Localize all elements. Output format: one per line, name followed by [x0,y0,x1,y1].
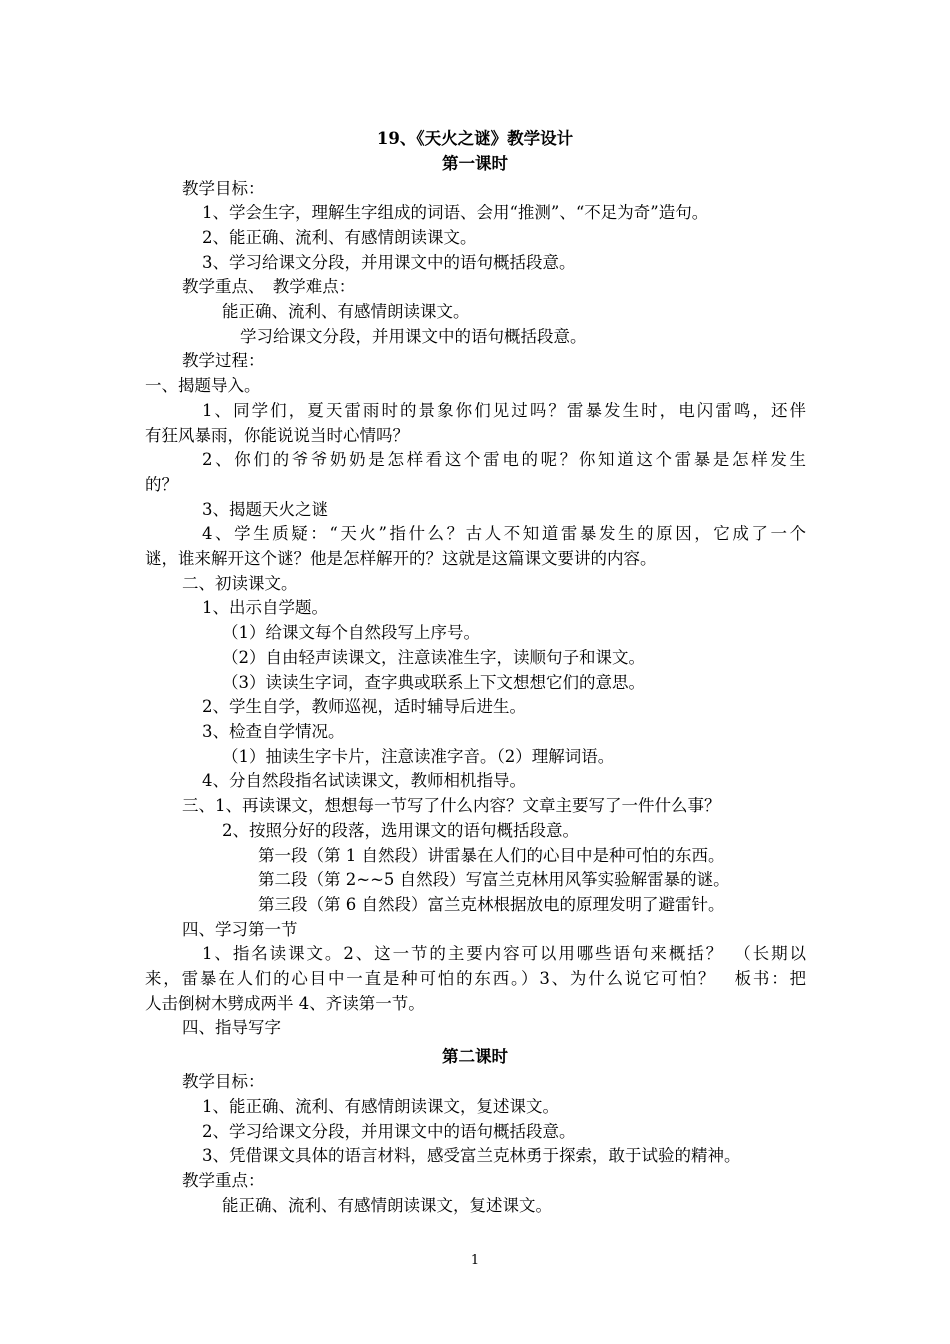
goal-item: 2、能正确、流利、有感情朗读课文。 [202,228,477,247]
paragraph-line: 3、揭题天火之谜 [202,500,328,519]
list-item: 4、分自然段指名试读课文，教师相机指导。 [202,771,526,790]
paragraph-line: 1、同学们，夏天雷雨时的景象你们见过吗？雷暴发生时，电闪雷鸣，还伴 [202,401,806,420]
paragraph-line: 2、你们的爷爷奶奶是怎样看这个雷电的呢？你知道这个雷暴是怎样发生 [202,450,806,469]
segment-line: 第三段（第 6 自然段）富兰克林根据放电的原理发明了避雷针。 [258,895,725,914]
goal-item: 1、学会生字，理解生字组成的词语、会用“推测”、“不足为奇”造句。 [202,203,709,222]
paragraph-line: 谜，谁来解开这个谜？他是怎样解开的？这就是这篇课文要讲的内容。 [145,549,657,568]
goal-item: 3、凭借课文具体的语言材料，感受富兰克林勇于探索，敢于试验的精神。 [202,1146,741,1165]
segment-line: 第二段（第 2~~5 自然段）写富兰克林用风筝实验解雷暴的谜。 [258,870,730,889]
difficulty-text: 学习给课文分段，并用课文中的语句概括段意。 [240,327,587,346]
goal-item: 2、学习给课文分段，并用课文中的语句概括段意。 [202,1122,576,1141]
goals-label: 教学目标： [182,179,265,198]
goal-item: 3、学习给课文分段，并用课文中的语句概括段意。 [202,253,576,272]
paragraph-line: 有狂风暴雨，你能说说当时心情吗？ [145,426,409,445]
paragraph-line: 的？ [145,475,178,494]
list-item: 2、学生自学，教师巡视，适时辅导后进生。 [202,697,526,716]
paragraph-line: 来，雷暴在人们的心目中一直是种可怕的东西。）3、为什么说它可怕？ 板书：把 [145,969,806,988]
paragraph-line: 1、指名读课文。2、这一节的主要内容可以用哪些语句来概括？ （长期以 [202,944,806,963]
process-label: 教学过程： [182,351,265,370]
focus-text: 能正确、流利、有感情朗读课文，复述课文。 [222,1196,552,1215]
goal-item: 1、能正确、流利、有感情朗读课文，复述课文。 [202,1097,559,1116]
section-title: 四、学习第一节 [182,920,298,939]
document-title: 19、《天火之谜》教学设计 [376,129,574,148]
segment-line: 第一段（第 1 自然段）讲雷暴在人们的心目中是种可怕的东西。 [258,846,725,865]
list-subitem: （2）自由轻声读课文，注意读准生字，读顺句子和课文。 [222,648,645,667]
lesson1-heading: 第一课时 [442,154,508,173]
goals-label: 教学目标： [182,1072,265,1091]
section-title: 二、初读课文。 [182,574,298,593]
section-title: 一、揭题导入。 [145,376,261,395]
focus-text: 能正确、流利、有感情朗读课文。 [222,302,470,321]
list-item: 3、检查自学情况。 [202,722,345,741]
list-item: 1、出示自学题。 [202,598,328,617]
focus-label: 教学重点： [182,1171,265,1190]
paragraph-line: 人击倒树木劈成两半 4、齐读第一节。 [145,994,425,1013]
list-subitem: （3）读读生字词，查字典或联系上下文想想它们的意思。 [222,673,645,692]
section-title: 三、1、再读课文，想想每一节写了什么内容？文章主要写了一件什么事？ [182,796,721,815]
lesson2-heading: 第二课时 [442,1047,508,1066]
list-subitem: （1）抽读生字卡片，注意读准字音。（2）理解词语。 [222,747,615,766]
list-subitem: （1）给课文每个自然段写上序号。 [222,623,480,642]
focus-label: 教学重点、 教学难点： [182,277,356,296]
paragraph-line: 4、学生质疑：“天火”指什么？古人不知道雷暴发生的原因，它成了一个 [202,524,806,543]
list-item: 2、按照分好的段落，选用课文的语句概括段意。 [222,821,579,840]
section-title: 四、指导写字 [182,1018,281,1037]
page-number: 1 [470,1253,480,1268]
